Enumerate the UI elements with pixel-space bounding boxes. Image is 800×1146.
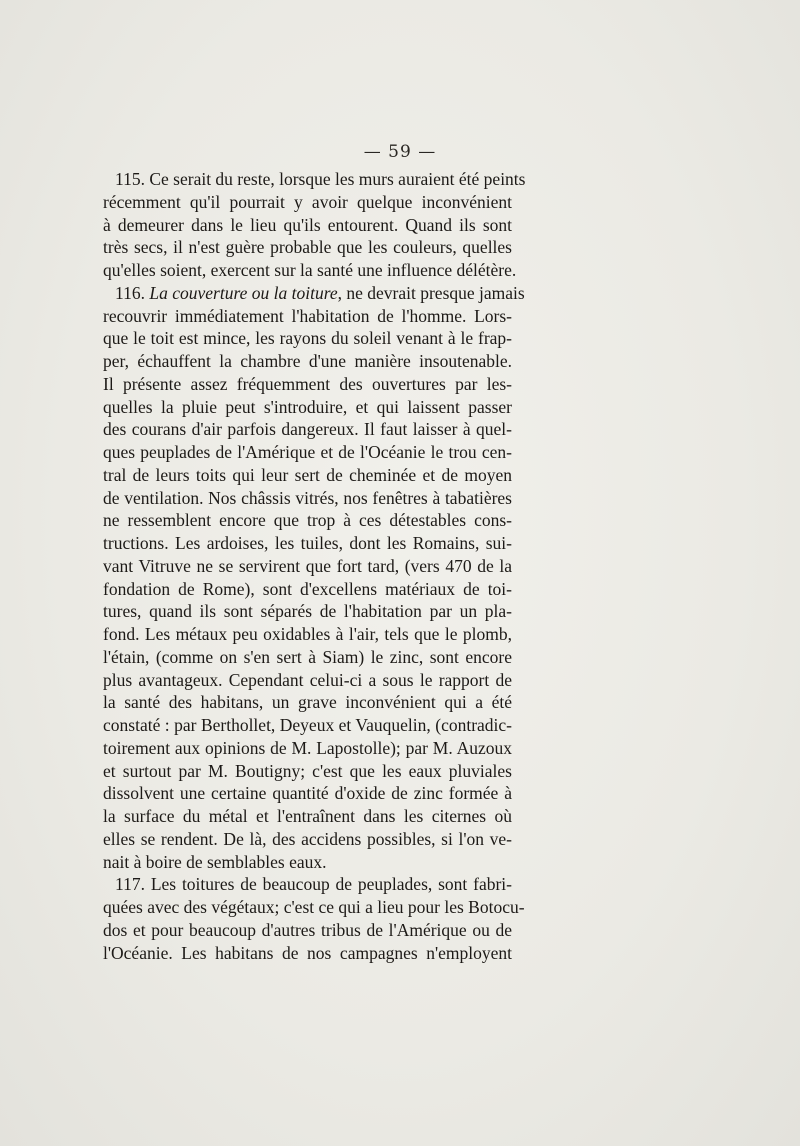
- text-line: [103, 282, 525, 305]
- text-line: dissolvent une certaine quantité d'oxide de zinc formée à: [103, 783, 512, 804]
- text-line: ne ressemblent encore que trop à ces détestables cons-: [103, 510, 512, 531]
- text-line: tures, quand ils sont séparés de l'habitation par un pla-: [103, 601, 512, 622]
- text-line: fond. Les métaux peu oxidables à l'air, tels que le plomb,: [103, 624, 512, 644]
- text-line: la santé des habitans, un grave inconvénient qui a été: [103, 692, 512, 713]
- text-line: récemment qu'il pourrait y avoir quelque inconvénient: [103, 191, 512, 212]
- text-line: que le toit est mince, les rayons du soleil venant à le frap-: [103, 328, 512, 349]
- text-line: vant Vitruve ne se servirent que fort tard, (vers 470 de la: [103, 555, 512, 576]
- page-number: — 59 —: [363, 142, 437, 162]
- text-line: recouvrir immédiatement l'habitation de l'homme. Lors-: [103, 305, 512, 326]
- text-line: dos et pour beaucoup d'autres tribus de l'Amérique ou de: [103, 919, 512, 940]
- text-line: de ventilation. Nos châssis vitrés, nos fenêtres à tabatières: [103, 487, 512, 508]
- text-line: tral de leurs toits qui leur sert de cheminée et de moyen: [103, 464, 512, 485]
- text-line: 115. Ce serait du reste, lorsque les murs auraient été peints: [115, 169, 526, 189]
- text-line: fondation de Rome), sont d'excellens matériaux de toi-: [103, 578, 512, 599]
- text-line: quelles la pluie peut s'introduire, et qui laissent passer: [103, 396, 512, 417]
- text-line: quées avec des végétaux; c'est ce qui a lieu pour les Botocu-: [103, 897, 525, 917]
- text-line: nait à boire de semblables eaux.: [103, 851, 327, 872]
- text-line: plus avantageux. Cependant celui-ci a sous le rapport de: [103, 669, 512, 690]
- text-line: ques peuplades de l'Amérique et de l'Océanie le trou cen-: [103, 442, 512, 462]
- text-line: 117. Les toitures de beaucoup de peuplades, sont fabri-: [115, 874, 512, 895]
- body-text: [103, 168, 526, 964]
- text-line: l'Océanie. Les habitans de nos campagnes n'employent: [103, 942, 512, 963]
- line-continuation: , ne devrait presque jamais: [337, 282, 525, 303]
- text-line: très secs, il n'est guère probable que les couleurs, quelles: [103, 237, 512, 258]
- paragraph-number: 116.: [115, 282, 150, 303]
- text-line: Il présente assez fréquemment des ouvertures par les-: [103, 373, 512, 394]
- text-line: elles se rendent. De là, des accidens possibles, si l'on ve-: [103, 828, 512, 849]
- text-line: constaté : par Berthollet, Deyeux et Vauquelin, (contradic-: [103, 715, 512, 735]
- text-line: l'étain, (comme on s'en sert à Siam) le zinc, sont encore: [103, 646, 512, 667]
- text-line: tructions. Les ardoises, les tuiles, dont les Romains, sui-: [103, 533, 512, 553]
- text-line: la surface du métal et l'entraînent dans les citernes où: [103, 806, 512, 826]
- text-line: des courans d'air parfois dangereux. Il faut laisser à quel-: [103, 419, 512, 440]
- text-line: qu'elles soient, exercent sur la santé une influence délétère.: [103, 260, 517, 280]
- text-line: et surtout par M. Boutigny; c'est que les eaux pluviales: [103, 760, 512, 781]
- text-line: per, échauffent la chambre d'une manière insoutenable.: [103, 351, 512, 371]
- text-line: toirement aux opinions de M. Lapostolle); par M. Auzoux: [103, 737, 512, 758]
- italic-term: La couverture ou la toiture: [149, 282, 338, 303]
- text-line: à demeurer dans le lieu qu'ils entourent. Quand ils sont: [103, 214, 512, 235]
